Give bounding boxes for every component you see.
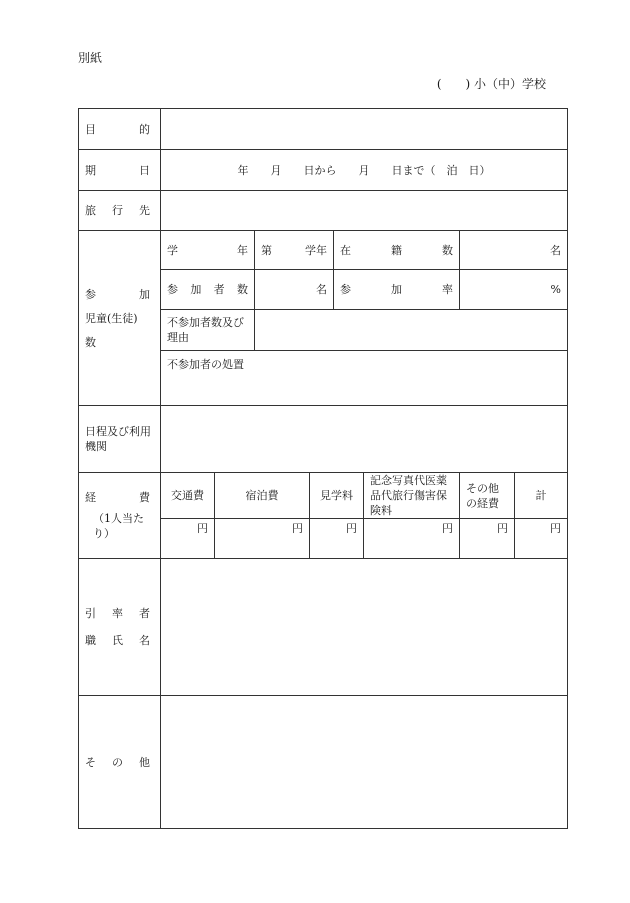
leaders-label-1: 引 [85,607,96,620]
purpose-label-a: 目 [85,122,96,136]
expense-header-other: その他の経費 [460,473,515,519]
leaders-label [79,559,161,696]
participation-rate-label-2: 加 [391,283,402,296]
destination-value[interactable] [161,191,568,231]
other-label-1: そ [85,755,96,769]
destination-label-2: 行 [112,204,123,217]
expense-value-misc-fees[interactable]: 円 [364,519,460,559]
participants-label-a: 参 [85,287,96,301]
schedule-value[interactable] [161,406,568,473]
other-label-2: の [112,755,123,769]
participants-label-d: 数 [85,335,96,349]
expense-header-total: 計 [515,473,568,519]
expense-value-admission[interactable]: 円 [310,519,364,559]
leaders-label-3: 者 [139,607,150,620]
enrolled-label-2: 籍 [391,243,402,257]
grade-prefix: 第 [261,243,272,257]
expenses-label [79,473,161,559]
participant-count-unit: 名 [316,283,327,296]
destination-label [79,191,161,231]
expense-header-lodging: 宿泊費 [215,473,310,519]
participant-count-value[interactable] [255,270,334,310]
expense-value-transport[interactable]: 円 [161,519,215,559]
non-participants-handling[interactable]: 不参加者の処置 [161,351,568,406]
purpose-value[interactable] [161,109,568,150]
participation-rate-label-1: 参 [340,283,351,296]
destination-label-1: 旅 [85,204,96,217]
participant-count-label-4: 数 [236,283,248,296]
grade-cell [161,231,255,270]
participant-count-label-1: 参 [167,283,178,296]
other-label-3: 他 [139,755,150,769]
expenses-label-b: 費 [139,491,150,504]
period-label-b: 日 [139,163,150,177]
purpose-label [79,109,161,150]
grade-suffix: 学年 [305,243,327,257]
leaders-value[interactable] [161,559,568,696]
expense-header-transport: 交通費 [161,473,215,519]
expense-header-misc-fees: 記念写真代医薬品代旅行傷害保険料 [364,473,460,519]
participation-rate-unit: % [550,283,561,296]
enrolled-label-1: 在 [340,243,351,257]
grade-number-cell[interactable] [255,231,334,270]
enrolled-value[interactable] [460,231,568,270]
period-value[interactable]: 年 月 日から 月 日まで（ 泊 日） [161,150,568,191]
attachment-label: 別紙 [78,51,103,65]
purpose-label-b: 的 [139,122,150,136]
period-label [79,150,161,191]
participants-label [79,231,161,406]
other-label [79,696,161,829]
expenses-label-a: 経 [85,491,96,504]
participant-count-label-3: 者 [213,283,225,296]
participant-count-label [161,270,255,310]
expense-value-lodging[interactable]: 円 [215,519,310,559]
enrolled-unit: 名 [550,243,561,257]
grade-label-b: 年 [237,243,248,257]
participants-label-b: 加 [139,287,150,301]
other-value[interactable] [161,696,568,829]
enrolled-label-3: 数 [442,243,453,257]
expense-value-other[interactable]: 円 [460,519,515,559]
participation-rate-value[interactable] [460,270,568,310]
non-participants-label: 不参加者数及び理由 [161,310,255,351]
trip-plan-form [78,108,568,829]
participants-label-c: 児童(生徒) [85,311,138,325]
period-label-a: 期 [85,163,96,177]
leaders-label-4: 職 [85,634,96,647]
participation-rate-label [334,270,460,310]
destination-label-3: 先 [139,204,150,217]
leaders-label-5: 氏 [112,634,123,647]
non-participants-value[interactable] [255,310,568,351]
schedule-label: 日程及び利用機関 [79,406,161,473]
participation-rate-label-3: 率 [442,283,453,296]
grade-label-a: 学 [167,243,178,257]
enrolled-label [334,231,460,270]
expense-value-total[interactable]: 円 [515,519,568,559]
leaders-label-2: 率 [112,607,123,620]
expenses-label-c: （1人当たり） [93,512,144,540]
participant-count-label-2: 加 [190,283,202,296]
expense-header-admission: 見学料 [310,473,364,519]
leaders-label-6: 名 [139,634,150,647]
school-name-line: ( ) 小（中）学校 [436,77,546,91]
